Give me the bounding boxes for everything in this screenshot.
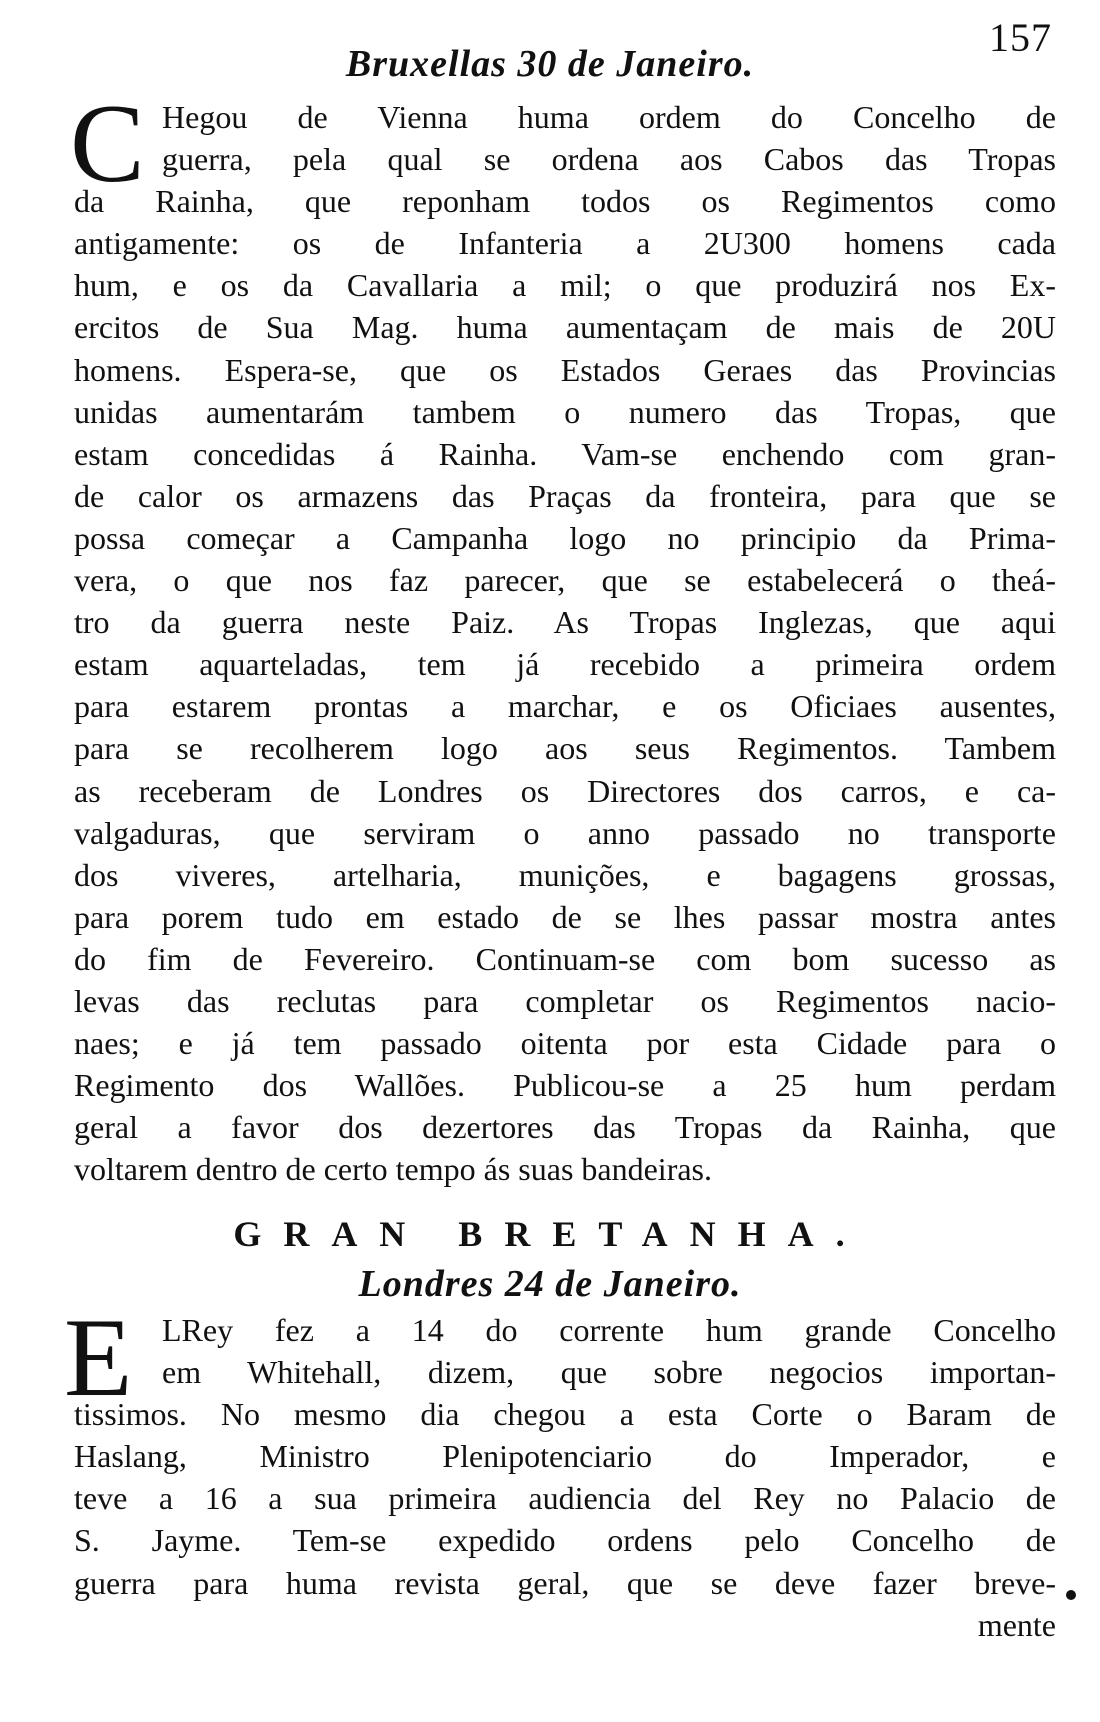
text-line: estam concedidas á Rainha. Vam-se enchendo com gran-: [74, 435, 1056, 472]
text-line: tro da guerra neste Paiz. As Tropas Inglezas, que aqui: [74, 604, 1056, 641]
text-line: da Rainha, que reponham todos os Regimentos como: [74, 183, 1056, 220]
text-line: valgaduras, que serviram o anno passado no transporte: [74, 814, 1056, 851]
drop-cap-c: C: [70, 82, 145, 206]
text-line: possa começar a Campanha logo no principio da Prima-: [74, 519, 1056, 556]
text-line: guerra para huma revista geral, que se deve fazer breve-: [74, 1564, 1056, 1601]
text-line: antigamente: os de Infanteria a 2U300 homens cada: [74, 225, 1056, 262]
text-line: hum, e os da Cavallaria a mil; o que produzirá nos Ex-: [74, 267, 1056, 304]
text-line: para porem tudo em estado de se lhes passar mostra antes: [74, 898, 1056, 935]
text-line: LRey fez a 14 do corrente hum grande Concelho: [162, 1312, 1056, 1348]
text-line: estam aquarteladas, tem já recebido a primeira ordem: [74, 646, 1056, 683]
text-line: vera, o que nos faz parecer, que se estabelecerá o theá-: [74, 562, 1056, 599]
dateline-bruxellas: Bruxellas 30 de Janeiro.: [345, 43, 755, 85]
article-londres: [74, 1309, 1056, 1646]
text-line: geral a favor dos dezertores das Tropas da Rainha, que: [74, 1109, 1056, 1146]
text-line: homens. Espera-se, que os Estados Geraes das Provincias: [74, 351, 1056, 388]
text-line: levas das reclutas para completar os Regimentos nacio-: [74, 982, 1056, 1019]
text-line: tissimos. No mesmo dia chegou a esta Corte o Baram de: [74, 1396, 1056, 1433]
text-line: Haslang, Ministro Plenipotenciario do Imperador, e: [74, 1438, 1056, 1475]
dateline-londres: Londres 24 de Janeiro.: [358, 1263, 742, 1305]
catchword: mente: [977, 1606, 1056, 1643]
text-line: as receberam de Londres os Directores dos carros, e ca-: [74, 772, 1056, 809]
text-line: Regimento dos Wallões. Publicou-se a 25 hum perdam: [74, 1067, 1056, 1104]
text-line: teve a 16 a sua primeira audiencia del Rey no Palacio de: [74, 1480, 1056, 1517]
page-number: 157: [989, 15, 1052, 60]
text-line: para se recolherem logo aos seus Regimentos. Tambem: [74, 730, 1056, 767]
text-line: naes; e já tem passado oitenta por esta Cidade para o: [74, 1025, 1056, 1062]
text-line: S. Jayme. Tem-se expedido ordens pelo Concelho de: [74, 1522, 1056, 1559]
text-line: voltarem dentro de certo tempo ás suas bandeiras.: [74, 1151, 712, 1188]
text-line: guerra, pela qual se ordena aos Cabos das Tropas: [162, 141, 1056, 178]
article-bruxellas: [74, 96, 1056, 1190]
section-heading-gran-bretanha: GRAN BRETANHA.: [233, 1214, 867, 1254]
ink-dot-mark: [1066, 1590, 1076, 1600]
text-line: unidas aumentarám tambem o numero das Tropas, que: [74, 393, 1056, 430]
text-line: em Whitehall, dizem, que sobre negocios importan-: [162, 1354, 1056, 1391]
drop-cap-e: E: [64, 1296, 133, 1420]
text-line: ercitos de Sua Mag. huma aumentaçam de mais de 20U: [74, 309, 1056, 346]
text-line: Hegou de Vienna huma ordem do Concelho de: [162, 99, 1056, 135]
text-line: dos viveres, artelharia, munições, e bagagens grossas,: [74, 856, 1056, 893]
text-line: do fim de Fevereiro. Continuam-se com bom sucesso as: [74, 940, 1056, 977]
text-line: para estarem prontas a marchar, e os Oficiaes ausentes,: [74, 688, 1056, 725]
text-line: de calor os armazens das Praças da fronteira, para que se: [74, 477, 1056, 514]
